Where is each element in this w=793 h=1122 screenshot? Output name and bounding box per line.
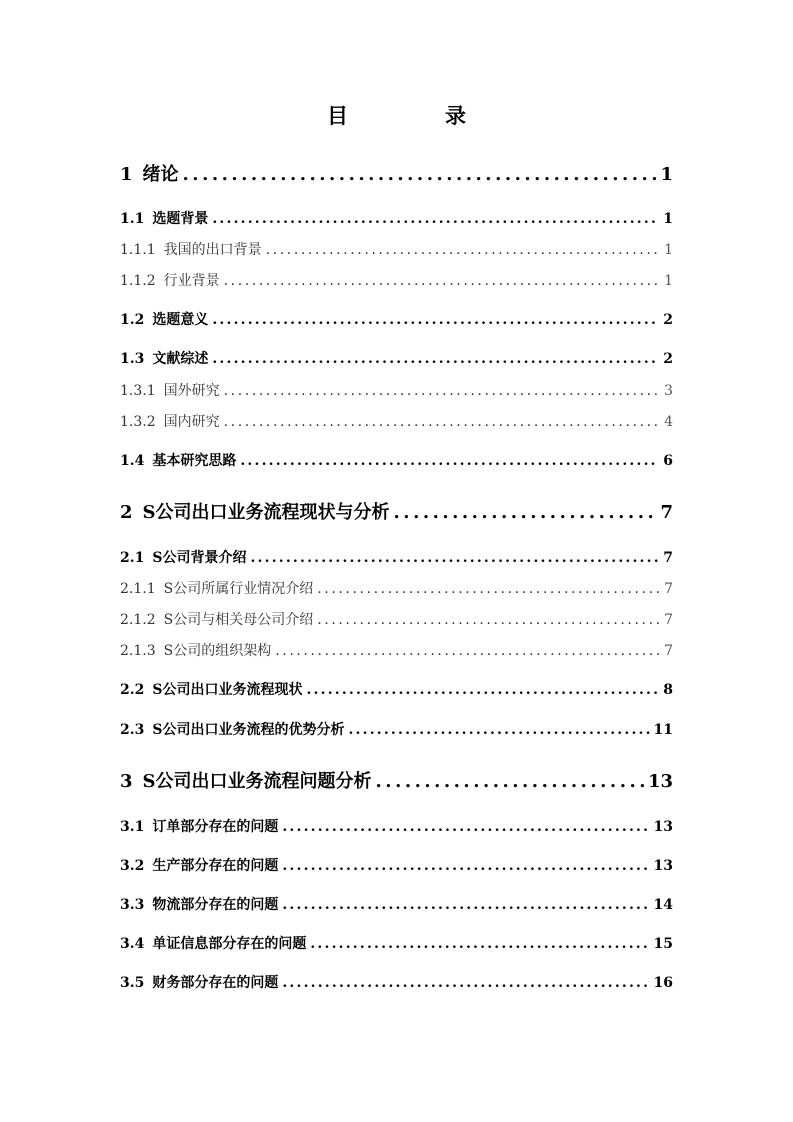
toc-entry-title: 选题意义 [152, 312, 209, 328]
toc-entry-number: 1.1.1 [120, 242, 156, 258]
toc-entry-section[interactable] [120, 548, 673, 568]
toc-entry-page: 13 [647, 771, 673, 792]
toc-entry-title: 国内研究 [163, 414, 220, 430]
toc-entry-section[interactable] [120, 934, 673, 954]
toc-dot-leader [183, 162, 657, 188]
toc-entry-page: 14 [653, 897, 673, 913]
toc-entry-title: S公司出口业务流程现状与分析 [142, 502, 390, 523]
toc-entry-number: 3.4 [120, 936, 145, 952]
toc-entry-page: 3 [664, 383, 673, 399]
toc-entry-number: 1.3 [120, 351, 145, 367]
toc-dot-leader [317, 579, 660, 599]
toc-dot-leader [394, 500, 657, 526]
toc-entry-section[interactable] [120, 680, 673, 700]
toc-entry-number: 1.3.2 [120, 414, 156, 430]
toc-entry-number: 2.1 [120, 550, 145, 566]
toc-entry-number: 2.1.3 [120, 643, 156, 659]
toc-entry-page: 13 [653, 858, 673, 874]
toc-entry-title: 文献综述 [152, 351, 209, 367]
toc-dot-leader [224, 381, 660, 401]
toc-entry-page: 7 [660, 502, 673, 523]
toc-entry-section[interactable] [120, 973, 673, 993]
toc-entry-chapter[interactable] [120, 162, 673, 188]
toc-entry-page: 7 [664, 643, 673, 659]
toc-entry-title: 生产部分存在的问题 [152, 858, 279, 874]
toc-dot-leader [317, 610, 660, 630]
toc-entry-subsection[interactable] [120, 240, 673, 260]
toc-entry-number: 1.2 [120, 312, 145, 328]
toc-entry-section[interactable] [120, 310, 673, 330]
toc-dot-leader [224, 271, 660, 291]
toc-entry-title: 我国的出口背景 [163, 242, 262, 258]
toc-entry-section[interactable] [120, 720, 673, 740]
toc-entry-page: 11 [653, 722, 673, 738]
toc-entry-page: 15 [653, 936, 673, 952]
toc-dot-leader [212, 349, 659, 369]
toc-entry-subsection[interactable] [120, 579, 673, 599]
toc-entry-number: 3.3 [120, 897, 145, 913]
toc-entry-number: 2 [120, 502, 133, 523]
toc-entry-title: S公司与相关母公司介绍 [163, 612, 314, 628]
toc-dot-leader [310, 934, 649, 954]
toc-entry-number: 3 [120, 771, 133, 792]
toc-entry-number: 3.2 [120, 858, 145, 874]
toc-entry-number: 2.3 [120, 722, 145, 738]
toc-entry-title: S公司的组织架构 [163, 643, 272, 659]
toc-entry-page: 7 [663, 550, 673, 566]
toc-entry-page: 2 [663, 351, 673, 367]
toc-entry-title: S公司所属行业情况介绍 [163, 581, 314, 597]
toc-dot-leader [275, 641, 660, 661]
toc-entry-subsection[interactable] [120, 610, 673, 630]
toc-entry-title: 基本研究思路 [152, 453, 237, 469]
toc-dot-leader [282, 856, 649, 876]
toc-entry-page: 13 [653, 819, 673, 835]
toc-entry-title: S公司出口业务流程现状 [152, 682, 303, 698]
toc-entry-chapter[interactable] [120, 500, 673, 526]
toc-dot-leader [348, 720, 649, 740]
toc-entry-page: 1 [663, 211, 673, 227]
toc-entry-title: 选题背景 [152, 211, 209, 227]
toc-dot-leader [212, 209, 659, 229]
toc-entry-title: 单证信息部分存在的问题 [152, 936, 307, 952]
toc-entry-number: 2.1.2 [120, 612, 156, 628]
toc-entry-number: 1.1.2 [120, 273, 156, 289]
toc-entry-page: 8 [663, 682, 673, 698]
toc-dot-leader [282, 973, 649, 993]
toc-entry-page: 7 [664, 581, 673, 597]
toc-entry-page: 1 [664, 273, 673, 289]
toc-entry-section[interactable] [120, 856, 673, 876]
toc-entry-page: 4 [664, 414, 673, 430]
table-of-contents [120, 0, 673, 1122]
toc-dot-leader [250, 548, 659, 568]
toc-entry-section[interactable] [120, 209, 673, 229]
toc-entry-page: 1 [660, 164, 673, 185]
toc-dot-leader [266, 240, 660, 260]
toc-entry-subsection[interactable] [120, 641, 673, 661]
toc-entry-number: 3.5 [120, 975, 145, 991]
toc-dot-leader [376, 769, 644, 795]
toc-entry-section[interactable] [120, 349, 673, 369]
toc-entry-page: 2 [663, 312, 673, 328]
toc-entry-title: 国外研究 [163, 383, 220, 399]
toc-entry-title: 订单部分存在的问题 [152, 819, 279, 835]
toc-dot-leader [282, 895, 649, 915]
toc-entry-title: 财务部分存在的问题 [152, 975, 279, 991]
toc-entry-number: 1.4 [120, 453, 145, 469]
toc-entry-title: S公司出口业务流程的优势分析 [152, 722, 345, 738]
toc-entry-number: 2.1.1 [120, 581, 156, 597]
toc-entry-section[interactable] [120, 451, 673, 471]
toc-dot-leader [224, 412, 660, 432]
toc-dot-leader [212, 310, 659, 330]
toc-entry-section[interactable] [120, 817, 673, 837]
toc-entry-page: 6 [663, 453, 673, 469]
toc-entry-subsection[interactable] [120, 412, 673, 432]
toc-entry-title: S公司背景介绍 [152, 550, 247, 566]
toc-entry-number: 2.2 [120, 682, 145, 698]
toc-entry-subsection[interactable] [120, 271, 673, 291]
toc-dot-leader [306, 680, 659, 700]
toc-entry-number: 1.1 [120, 211, 145, 227]
toc-entry-title: S公司出口业务流程问题分析 [142, 771, 372, 792]
toc-entry-title: 行业背景 [163, 273, 220, 289]
toc-entry-section[interactable] [120, 895, 673, 915]
toc-dot-leader [240, 451, 659, 471]
toc-entry-page: 7 [664, 612, 673, 628]
toc-entry-subsection[interactable] [120, 381, 673, 401]
toc-entry-number: 3.1 [120, 819, 145, 835]
toc-dot-leader [282, 817, 649, 837]
toc-entry-chapter[interactable] [120, 769, 673, 795]
toc-entry-page: 16 [653, 975, 673, 991]
toc-entry-title: 绪论 [142, 164, 179, 185]
toc-entry-page: 1 [664, 242, 673, 258]
toc-entry-title: 物流部分存在的问题 [152, 897, 279, 913]
toc-entry-number: 1.3.1 [120, 383, 156, 399]
page-title: 目 录 [327, 103, 504, 128]
toc-entry-number: 1 [120, 164, 133, 185]
